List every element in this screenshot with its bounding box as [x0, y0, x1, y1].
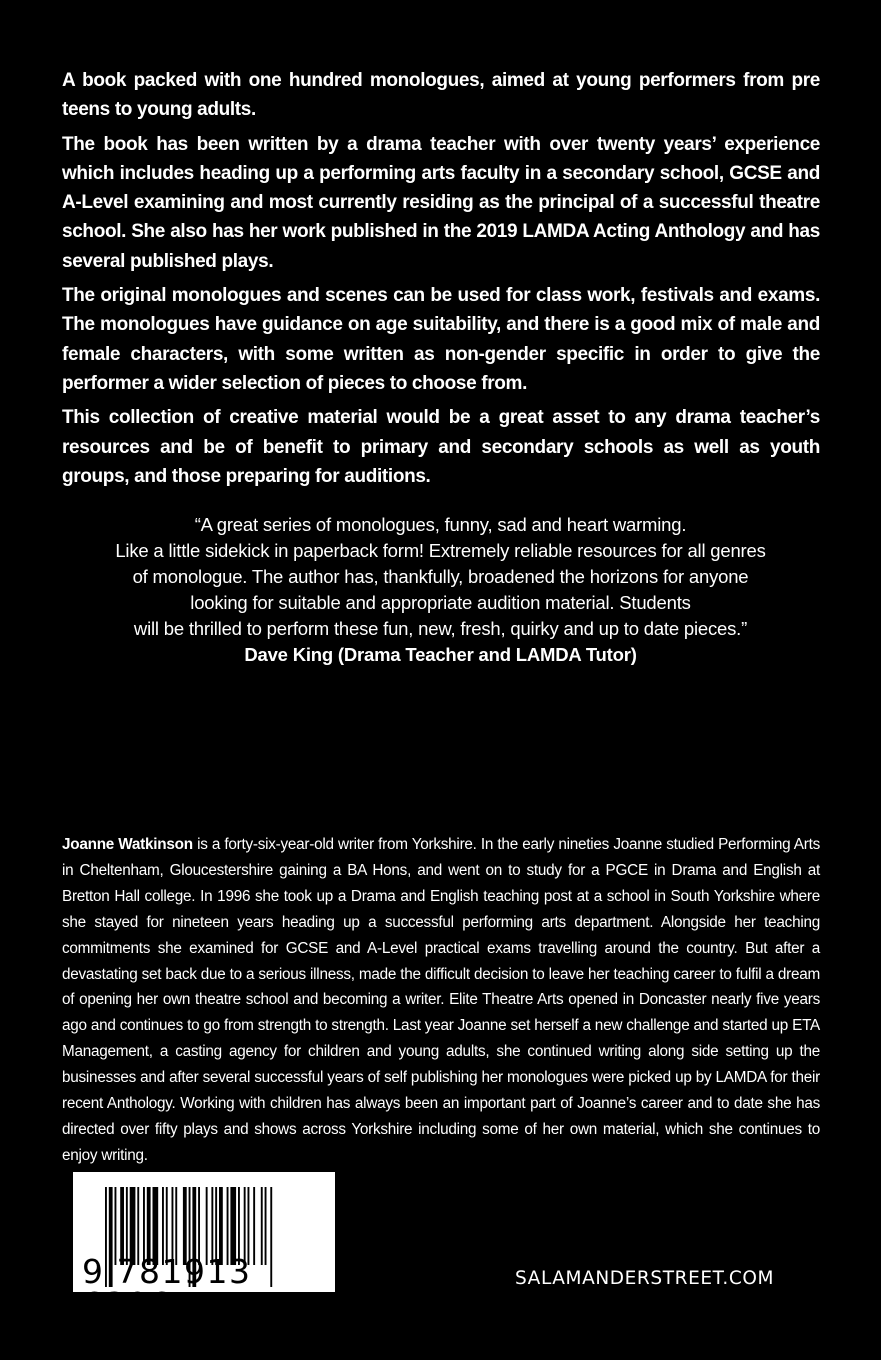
publisher-website: SALAMANDERSTREET.COM — [515, 1268, 775, 1289]
isbn-number: 9 781913 630645 — [82, 1252, 252, 1324]
quote-line: “A great series of monologues, funny, sad and heart warming. — [194, 514, 687, 535]
blurb-paragraph: This collection of creative material would be a great asset to any drama teacher’s resources and be of benefit to primary and secondary schools as well as youth groups, and those preparing for auditions. — [62, 407, 820, 487]
barcode-bar — [261, 1187, 263, 1265]
quote-line: will be thrilled to perform these fun, new, fresh, quirky and up to date pieces.” — [133, 618, 748, 639]
author-bio-text: is a forty-six-year-old writer from Yorkshire. In the early nineties Joanne studied Performing Arts in Cheltenham, Gloucestershire gaining a BA Hons, and went on to study for a PGCE in Drama and English at Bretton Hall college. In 1996 she took up a Drama and English teaching post at a school in South Yorkshire where she stayed for nineteen years heading up a successful performing arts department. Alongside her teaching commitments she examined for GCSE and A-Level practical exams travelling around the country. But after a devastating set back due to a serious illness, made the difficult decision to leave her teaching career to fulfil a dream of opening her own theatre school and becoming a writer. Elite Theatre Arts opened in Doncaster nearly five years ago and continues to go from strength to strength. Last year Joanne set herself a new challenge and started up ETA Management, a casting agency for children and young adults, she continued writing along side setting up the businesses and after several successful years of self publishing her monologues were picked up by LAMDA for their recent Anthology. Working with children has always been an important part of Joanne’s career and to date she has directed over fifty plays and shows across Yorkshire including some of her own material, which she continues to enjoy writing. — [62, 836, 820, 1164]
blurb-paragraph: The book has been written by a drama teacher with over twenty years’ experience which includes heading up a performing arts faculty in a secondary school, GCSE and A-Level examining and most currently residing as the principal of a successful theatre school. She also has her work published in the 2019 LAMDA Acting Anthology and has several published plays. — [62, 133, 820, 272]
quote-line: Like a little sidekick in paperback form! Extremely reliable resources for all genres — [115, 540, 766, 561]
author-name: Joanne Watkinson — [62, 836, 193, 853]
barcode-bar — [265, 1187, 267, 1265]
review-quote — [40, 512, 841, 668]
isbn-barcode — [73, 1172, 335, 1324]
barcode-bar — [253, 1187, 255, 1265]
blurb — [62, 66, 820, 496]
author-bio — [62, 832, 820, 1169]
quote-attribution: Dave King (Drama Teacher and LAMDA Tutor) — [244, 644, 637, 665]
blurb-paragraph: The original monologues and scenes can be used for class work, festivals and exams. The monologues have guidance on age suitability, and there is a good mix of male and female characters, with some written as non-gender specific in order to give the performer a wider selection of pieces to choose from. — [62, 285, 820, 394]
quote-line: of monologue. The author has, thankfully, broadened the horizons for anyone — [132, 566, 749, 587]
quote-line: looking for suitable and appropriate audition material. Students — [190, 592, 691, 613]
blurb-paragraph: A book packed with one hundred monologues, aimed at young performers from pre teens to young adults. — [62, 70, 820, 121]
